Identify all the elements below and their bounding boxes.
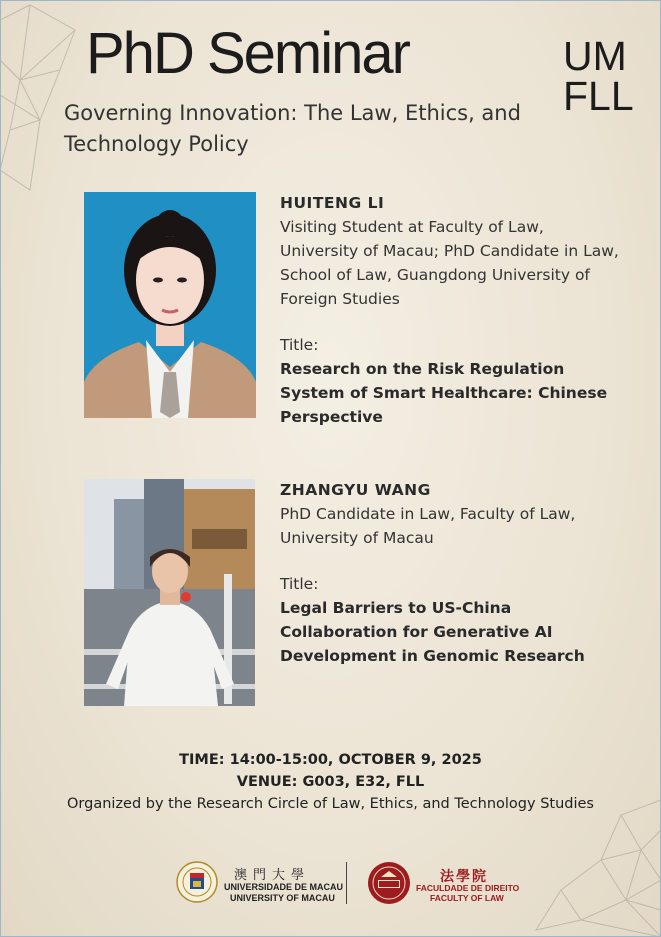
speaker-affiliation: Visiting Student at Faculty of Law, University of Macau; PhD Candidate in Law, School of Law, Guangdong University of Foreign Studies — [280, 218, 619, 308]
speaker-1 — [280, 191, 625, 429]
event-time: TIME: 14:00-15:00, OCTOBER 9, 2025 — [179, 752, 482, 768]
faculty-of-law-emblem-icon — [367, 861, 411, 905]
event-organizer: Organized by the Research Circle of Law, Ethics, and Technology Studies — [67, 796, 594, 812]
um-chinese-name: 澳門大學 — [234, 868, 311, 883]
um-english-name: UNIVERSITY OF MACAU — [230, 893, 335, 903]
wordmark-line-1: UM — [563, 33, 627, 79]
speaker-affiliation: PhD Candidate in Law, Faculty of Law, University of Macau — [280, 505, 576, 547]
fll-chinese-name: 法學院 — [440, 869, 488, 885]
page-subtitle: Governing Innovation: The Law, Ethics, and Technology Policy — [64, 101, 521, 156]
um-portuguese-name: UNIVERSIDADE DE MACAU — [224, 882, 344, 892]
page-title: PhD Seminar — [86, 21, 409, 86]
fll-portuguese-name: FACULDADE DE DIREITO — [416, 883, 520, 893]
wordmark-line-2: FLL — [563, 73, 634, 119]
talk-title-label: Title: — [280, 336, 319, 354]
speaker-photo-huiteng-li — [84, 192, 256, 418]
speaker-2 — [280, 478, 625, 668]
speaker-photo-zhangyu-wang — [84, 479, 255, 706]
speaker-name: ZHANGYU WANG — [280, 481, 431, 499]
footer-divider — [346, 862, 347, 904]
event-venue: VENUE: G003, E32, FLL — [236, 774, 425, 790]
event-info — [0, 749, 661, 815]
university-of-macau-seal-icon — [176, 861, 218, 903]
talk-title: Legal Barriers to US-China Collaboration for Generative AI Development in Genomic Research — [280, 599, 585, 665]
talk-title-label: Title: — [280, 575, 319, 593]
fll-english-name: FACULTY OF LAW — [430, 893, 504, 903]
talk-title: Research on the Risk Regulation System of Smart Healthcare: Chinese Perspective — [280, 360, 608, 426]
speaker-name: HUITENG LI — [280, 194, 385, 212]
um-fll-wordmark — [563, 33, 634, 119]
